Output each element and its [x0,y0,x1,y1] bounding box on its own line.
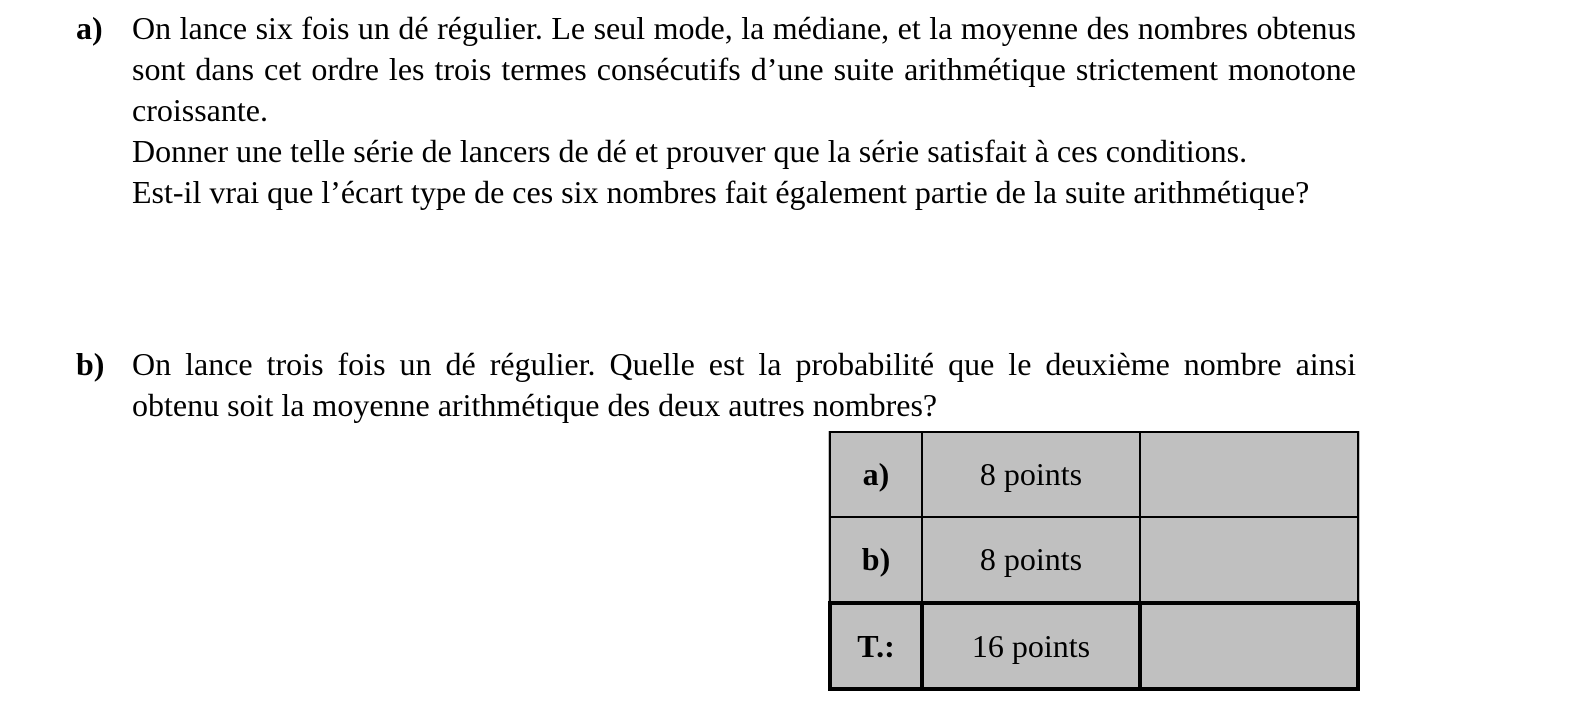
score-row-score-cell [1140,517,1358,603]
score-row-points: 8 points [922,517,1140,603]
problem-b-paragraph-1: On lance trois fois un dé régulier. Quelle est la probabilité que le deuxième nombre ainsi obtenu soit la moyenne arithmétique des deux autres nombres? [132,346,1356,423]
score-row-label: a) [830,432,922,517]
score-row-label: b) [830,517,922,603]
score-row-score-cell [1140,432,1358,517]
score-row-points: 16 points [922,603,1140,689]
problem-a [76,8,1356,213]
score-row-b [830,517,1358,603]
problem-a-paragraph-2: Donner une telle série de lancers de dé et prouver que la série satisfait à ces conditions. [132,133,1248,169]
problem-b-label: b) [76,346,105,382]
score-row-total [830,603,1358,689]
problem-b-body [132,344,1356,426]
problem-a-body [132,8,1356,213]
problem-a-paragraph-3: Est-il vrai que l’écart type de ces six nombres fait également partie de la suite arithmétique? [132,174,1310,210]
score-table [828,431,1360,691]
score-row-label: T.: [830,603,922,689]
score-row-a [830,432,1358,517]
problem-a-paragraph-1: On lance six fois un dé régulier. Le seul mode, la médiane, et la moyenne des nombres obtenus sont dans cet ordre les trois termes consécutifs d’une suite arithmétique strictement monotone croissante. [132,10,1356,128]
score-row-score-cell [1140,603,1358,689]
problem-a-label: a) [76,10,103,46]
problem-b [76,344,1356,426]
score-row-points: 8 points [922,432,1140,517]
